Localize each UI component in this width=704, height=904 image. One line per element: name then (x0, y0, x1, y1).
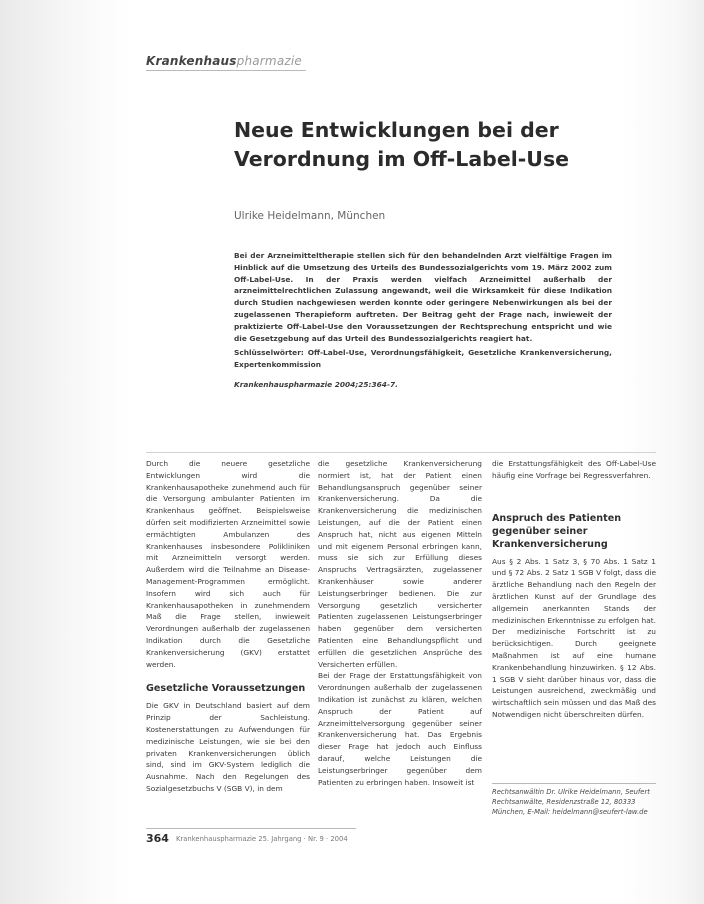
paragraph: Durch die neuere gesetzliche Entwicklungen wird die Krankenhausapotheke zunehmend auch für die Versorgung ambulanter Patienten im Krankenhaus geöffnet. Beispielsweise dürfen seit modifizierten Arzneimittel sowie ermächtigten Ambulanzen des Krankenhauses insbesondere Polikliniken mit Arzneimitteln versorgt werden. Außerdem wird die Teilnahme an Disease-Management-Programmen ermöglicht. Insofern wird sich auch für Krankenhausapotheken in zunehmendem Maß die Frage stellen, inwieweit Verordnungen außerhalb der zugelassenen Indikation durch die Gesetzliche Krankenversicherung (GKV) erstattet werden. (146, 459, 310, 669)
article-author: Ulrike Heidelmann, München (234, 210, 386, 222)
paragraph: Die GKV in Deutschland basiert auf dem Prinzip der Sachleistung. Kostenerstattungen zu Aufwendungen für medizinische Leistungen, wie sie bei den privaten Krankenversicherungen üblich sind, sind im GKV-System lediglich die Ausnahme. Nach den Regelungen des Sozialgesetzbuchs V (SGB V), in dem (146, 701, 310, 793)
correspondence-rule (492, 783, 656, 784)
paragraph: die gesetzliche Krankenversicherung normiert ist, hat der Patient einen Behandlungsanspruch gegenüber seiner Krankenversicherung. Da die Krankenversicherung die medizinischen Leistungen, auf die der Patient einen Anspruch hat, nicht aus eigenen Mitteln und mit eigenem Personal erbringen kann, muss sie sich zur Erfüllung dieses Anspruchs Vertragsärzten, zugelassener Krankenhäuser sowie anderer Leistungserbringer bedienen. Die zur Versorgung gesetzlich versicherter Patienten zugelassenen Leistungserbringer haben gegenüber dem versicherten Patienten eine Behandlungspflicht und erfüllen die gesetzlichen Ansprüche des Versicherten erfüllen. (318, 459, 482, 669)
section-name: Krankenhaus (146, 54, 237, 68)
abstract-text: Bei der Arzneimitteltherapie stellen sich für den behandelnden Arzt vielfältige Fragen im Hinblick auf die Umsetzung des Urteils des Bundessozialgerichts vom 19. März 2002 zum Off-Label-Use. In der Praxis werden vielfach Arzneimittel außerhalb der arzneimittelrechtlichen Zulassung angewandt, weil die Wirksamkeit für diese Indikation durch Studien nachgewiesen werden konnte oder geringere Nebenwirkungen als bei der zugelassenen Therapieform auftreten. Der Beitrag geht der Frage nach, inwieweit der praktizierte Off-Label-Use den Voraussetzungen der Rechtsprechung entspricht und wie die Gesetzgebung auf das Urteil des Bundessozialgerichts reagiert hat. (234, 251, 612, 343)
header-rule (146, 70, 306, 71)
article-title: Neue Entwicklungen bei der Verordnung im Off-Label-Use (234, 118, 570, 171)
section-heading: Anspruch des Patienten gegenüber seiner Krankenversicherung (492, 512, 622, 550)
body-column-2 (318, 458, 482, 788)
section-header (146, 54, 302, 68)
abstract-block (234, 250, 612, 391)
paragraph: Bei der Frage der Erstattungsfähigkeit von Verordnungen außerhalb der zugelassenen Indikation ist zunächst zu klären, welchen Anspruch der Patient auf Arzneimittelversorgung gegenüber seiner Krankenversicherung hat. Das Ergebnis dieser Frage hat jedoch auch Einfluss darauf, welche Leistungen die Leistungserbringer gegenüber dem Patienten zu erbringen haben. Insoweit ist (318, 671, 482, 787)
column-rule (146, 452, 656, 453)
journal-reference: Krankenhauspharmazie 25. Jahrgang · Nr. 9 · 2004 (176, 835, 348, 843)
paragraph: die Erstattungsfähigkeit des Off-Label-Use häufig eine Vorfrage bei Regressverfahren. (492, 459, 656, 480)
paragraph: Aus § 2 Abs. 1 Satz 3, § 70 Abs. 1 Satz 1 und § 72 Abs. 2 Satz 1 SGB V folgt, dass die ärztliche Behandlung nach den Regeln der ärztlichen Kunst auf der Grundlage des allgemein anerkannten Stands der medizinischen Erkenntnisse zu erfolgen hat. Der medizinische Fortschritt ist zu berücksichtigen. Durch geeignete Maßnahmen ist auf eine humane Krankenbehandlung hinzuwirken. § 12 Abs. 1 SGB V sieht darüber hinaus vor, dass die Leistungen ausreichend, zweckmäßig und wirtschaftlich sein müssen und das Maß des Notwendigen nicht überschreiten dürfen. (492, 556, 656, 719)
section-name-accent: pharmazie (236, 54, 302, 68)
body-column-3 (492, 458, 656, 721)
correspondence-address: Rechtsanwältin Dr. Ulrike Heidelmann, Seufert Rechtsanwälte, Residenzstraße 12, 80333 München, E-Mail: heidelmann@seufert-law.de (492, 788, 650, 816)
section-heading: Gesetzliche Voraussetzungen (146, 683, 306, 695)
page-number: 364 (146, 832, 169, 845)
footer-rule (146, 828, 356, 829)
citation: Krankenhauspharmazie 2004;25:364-7. (234, 379, 398, 389)
keywords: Schlüsselwörter: Off-Label-Use, Verordnungsfähigkeit, Gesetzliche Krankenversicherung, Expertenkommission (234, 348, 612, 370)
body-column-1 (146, 458, 310, 795)
